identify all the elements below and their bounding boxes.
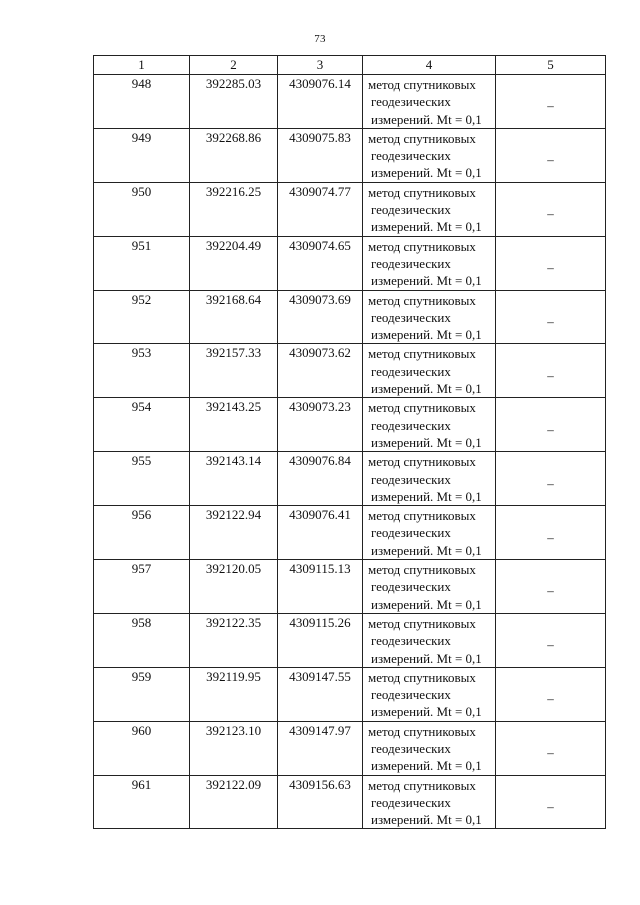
point-number: 951 (94, 236, 190, 290)
point-number: 958 (94, 613, 190, 667)
method-description (363, 182, 496, 236)
method-line-2: геодезических (371, 740, 451, 756)
table-row (94, 775, 606, 829)
point-number: 961 (94, 775, 190, 829)
coordinate-x: 392268.86 (190, 128, 278, 182)
point-number: 957 (94, 560, 190, 614)
method-line-1: метод спутниковых (368, 508, 476, 524)
note-dash: – (496, 398, 606, 452)
method-line-3: измерений. Mt = 0,1 (371, 812, 482, 828)
method-line-1: метод спутниковых (368, 400, 476, 416)
coordinate-y: 4309073.69 (278, 290, 363, 344)
method-line-3: измерений. Mt = 0,1 (371, 327, 482, 343)
coordinate-x: 392285.03 (190, 75, 278, 129)
table-header-row (94, 56, 606, 75)
coordinate-x: 392122.09 (190, 775, 278, 829)
method-description (363, 75, 496, 129)
table-row (94, 452, 606, 506)
method-line-2: геодезических (371, 579, 451, 595)
coordinate-y: 4309076.84 (278, 452, 363, 506)
method-description (363, 398, 496, 452)
method-line-2: геодезических (371, 471, 451, 487)
note-dash: – (496, 506, 606, 560)
table-row (94, 506, 606, 560)
table-row (94, 721, 606, 775)
note-dash: – (496, 775, 606, 829)
method-line-1: метод спутниковых (368, 130, 476, 146)
coordinate-x: 392204.49 (190, 236, 278, 290)
method-line-1: метод спутниковых (368, 454, 476, 470)
note-dash: – (496, 128, 606, 182)
coordinate-y: 4309074.77 (278, 182, 363, 236)
point-number: 954 (94, 398, 190, 452)
method-line-3: измерений. Mt = 0,1 (371, 488, 482, 504)
note-dash: – (496, 721, 606, 775)
coordinate-x: 392122.35 (190, 613, 278, 667)
table-row (94, 236, 606, 290)
note-dash: – (496, 236, 606, 290)
method-line-3: измерений. Mt = 0,1 (371, 758, 482, 774)
method-line-2: геодезических (371, 202, 451, 218)
coordinate-y: 4309075.83 (278, 128, 363, 182)
method-line-3: измерений. Mt = 0,1 (371, 219, 482, 235)
point-number: 948 (94, 75, 190, 129)
coordinate-y: 4309115.26 (278, 613, 363, 667)
method-line-1: метод спутниковых (368, 238, 476, 254)
note-dash: – (496, 182, 606, 236)
table-row (94, 75, 606, 129)
method-line-1: метод спутниковых (368, 346, 476, 362)
point-number: 952 (94, 290, 190, 344)
method-line-1: метод спутниковых (368, 615, 476, 631)
table-row (94, 613, 606, 667)
point-number: 960 (94, 721, 190, 775)
column-header-1: 1 (94, 56, 190, 75)
method-description (363, 613, 496, 667)
point-number: 956 (94, 506, 190, 560)
coordinate-y: 4309073.23 (278, 398, 363, 452)
coordinate-y: 4309076.41 (278, 506, 363, 560)
method-description (363, 236, 496, 290)
note-dash: – (496, 667, 606, 721)
method-line-1: метод спутниковых (368, 669, 476, 685)
method-line-2: геодезических (371, 794, 451, 810)
coordinate-x: 392122.94 (190, 506, 278, 560)
coordinate-x: 392157.33 (190, 344, 278, 398)
column-header-5: 5 (496, 56, 606, 75)
coordinate-y: 4309115.13 (278, 560, 363, 614)
method-line-2: геодезических (371, 525, 451, 541)
table-row (94, 560, 606, 614)
coordinate-x: 392119.95 (190, 667, 278, 721)
point-number: 953 (94, 344, 190, 398)
method-line-2: геодезических (371, 633, 451, 649)
table-row (94, 398, 606, 452)
method-description (363, 506, 496, 560)
column-header-2: 2 (190, 56, 278, 75)
table-row (94, 128, 606, 182)
note-dash: – (496, 452, 606, 506)
coordinate-y: 4309076.14 (278, 75, 363, 129)
method-line-2: геодезических (371, 255, 451, 271)
method-line-1: метод спутниковых (368, 562, 476, 578)
coordinate-x: 392143.25 (190, 398, 278, 452)
method-line-3: измерений. Mt = 0,1 (371, 704, 482, 720)
table-row (94, 182, 606, 236)
page-number: 73 (314, 33, 326, 45)
note-dash: – (496, 290, 606, 344)
note-dash: – (496, 560, 606, 614)
column-header-3: 3 (278, 56, 363, 75)
table-row (94, 290, 606, 344)
coordinate-x: 392216.25 (190, 182, 278, 236)
method-line-3: измерений. Mt = 0,1 (371, 650, 482, 666)
method-line-1: метод спутниковых (368, 723, 476, 739)
note-dash: – (496, 75, 606, 129)
method-line-1: метод спутниковых (368, 77, 476, 92)
method-description (363, 290, 496, 344)
coordinate-y: 4309074.65 (278, 236, 363, 290)
method-description (363, 344, 496, 398)
method-description (363, 721, 496, 775)
method-description (363, 775, 496, 829)
method-line-2: геодезических (371, 309, 451, 325)
method-line-3: измерений. Mt = 0,1 (371, 165, 482, 181)
method-line-2: геодезических (371, 687, 451, 703)
method-line-2: геодезических (371, 363, 451, 379)
note-dash: – (496, 344, 606, 398)
coordinate-x: 392143.14 (190, 452, 278, 506)
coordinate-y: 4309073.62 (278, 344, 363, 398)
method-description (363, 452, 496, 506)
method-line-2: геодезических (371, 417, 451, 433)
coordinate-y: 4309156.63 (278, 775, 363, 829)
method-line-1: метод спутниковых (368, 292, 476, 308)
method-line-3: измерений. Mt = 0,1 (371, 596, 482, 612)
coordinate-x: 392168.64 (190, 290, 278, 344)
point-number: 959 (94, 667, 190, 721)
table-row (94, 344, 606, 398)
method-line-3: измерений. Mt = 0,1 (371, 434, 482, 450)
method-line-1: метод спутниковых (368, 777, 476, 793)
method-line-3: измерений. Mt = 0,1 (371, 542, 482, 558)
point-number: 949 (94, 128, 190, 182)
coordinate-y: 4309147.55 (278, 667, 363, 721)
column-header-4: 4 (363, 56, 496, 75)
method-line-2: геодезических (371, 148, 451, 164)
coordinates-table (93, 55, 606, 829)
method-line-1: метод спутниковых (368, 184, 476, 200)
coordinate-x: 392120.05 (190, 560, 278, 614)
method-description (363, 667, 496, 721)
method-line-2: геодезических (371, 94, 451, 110)
coordinate-x: 392123.10 (190, 721, 278, 775)
method-description (363, 560, 496, 614)
point-number: 955 (94, 452, 190, 506)
method-line-3: измерений. Mt = 0,1 (371, 381, 482, 397)
method-description (363, 128, 496, 182)
method-line-3: измерений. Mt = 0,1 (371, 111, 482, 127)
table-row (94, 667, 606, 721)
note-dash: – (496, 613, 606, 667)
point-number: 950 (94, 182, 190, 236)
coordinate-y: 4309147.97 (278, 721, 363, 775)
method-line-3: измерений. Mt = 0,1 (371, 273, 482, 289)
